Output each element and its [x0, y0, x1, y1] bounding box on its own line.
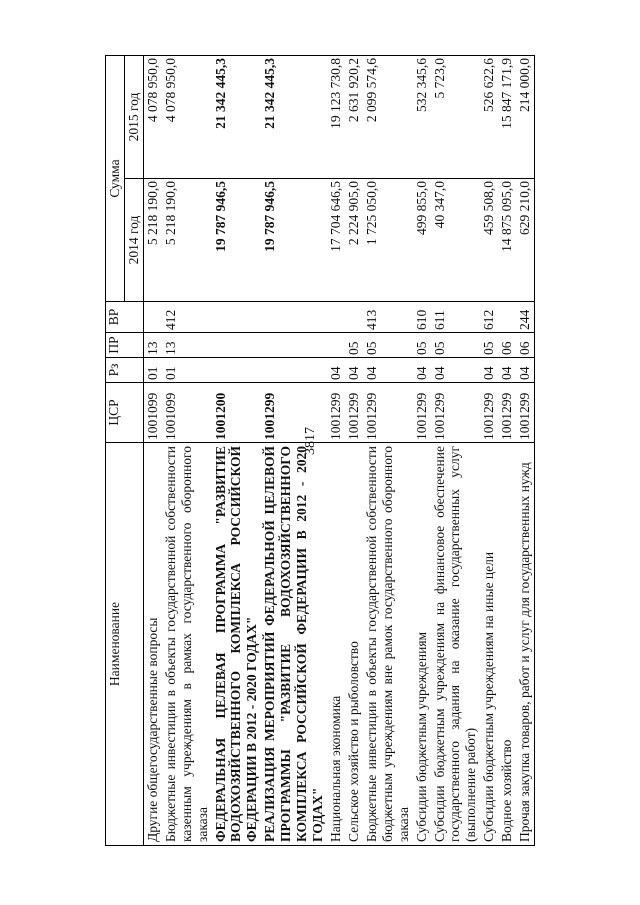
- budget-table: [105, 55, 535, 846]
- row-csr: 1001200: [212, 383, 262, 443]
- table-row: [261, 55, 327, 845]
- row-name: Субсидии бюджетным учреждениям на финансовое обеспечение государственного задания на оказание государственных услуг (выполнение работ): [431, 443, 481, 846]
- table-row: [327, 55, 345, 845]
- row-name: Прочая закупка товаров, работ и услуг для государственных нужд: [516, 443, 534, 846]
- table-row: [516, 55, 534, 845]
- row-name: Национальная экономика: [327, 443, 345, 846]
- header-2014: 2014 год: [124, 179, 143, 302]
- row-rz: 04: [431, 358, 481, 383]
- row-rz: 04: [498, 358, 516, 383]
- row-pr: 05: [413, 333, 431, 358]
- row-2015: 21 342 445,3: [261, 55, 327, 178]
- row-vr: [212, 302, 262, 333]
- row-rz: 01: [143, 358, 161, 383]
- row-2014: 459 508,0: [480, 179, 498, 302]
- header-row: [106, 55, 125, 845]
- row-2014: 5 218 190,0: [143, 179, 161, 302]
- row-pr: 06: [498, 333, 516, 358]
- row-name: Сельское хозяйство и рыболовство: [345, 443, 363, 846]
- table-row: [363, 55, 413, 845]
- row-rz: 04: [516, 358, 534, 383]
- row-vr: 611: [431, 302, 481, 333]
- row-csr: 1001299: [261, 383, 327, 443]
- header-csr: ЦСР: [106, 383, 144, 443]
- row-2014: 2 224 905,0: [345, 179, 363, 302]
- table-row: [345, 55, 363, 845]
- row-rz: 04: [327, 358, 345, 383]
- row-name: Водное хозяйство: [498, 443, 516, 846]
- row-2015: 2 631 920,2: [345, 55, 363, 178]
- row-rz: 04: [413, 358, 431, 383]
- row-name: РЕАЛИЗАЦИЯ МЕРОПРИЯТИЙ ФЕДЕРАЛЬНОЙ ЦЕЛЕВОЙ ПРОГРАММЫ "РАЗВИТИЕ ВОДОХОЗЯЙСТВЕННОГО КОМПЛЕКСА РОССИЙСКОЙ ФЕДЕРАЦИИ В 2012 - 2020 ГОДАХ": [261, 443, 327, 846]
- row-2015: 4 078 950,0: [143, 55, 161, 178]
- row-csr: 1001299: [413, 383, 431, 443]
- row-vr: 612: [480, 302, 498, 333]
- row-2015: 2 099 574,6: [363, 55, 413, 178]
- row-vr: 244: [516, 302, 534, 333]
- header-pr: ПР: [106, 333, 144, 358]
- row-2014: 499 855,0: [413, 179, 431, 302]
- row-vr: [261, 302, 327, 333]
- row-2015: 214 000,0: [516, 55, 534, 178]
- row-csr: 1001299: [431, 383, 481, 443]
- row-2014: 14 875 095,0: [498, 179, 516, 302]
- row-2015: 4 078 950,0: [162, 55, 212, 178]
- row-pr: 06: [516, 333, 534, 358]
- header-vr: ВР: [106, 302, 144, 333]
- row-rz: [261, 358, 327, 383]
- table-row: [480, 55, 498, 845]
- row-vr: 413: [363, 302, 413, 333]
- row-rz: 04: [480, 358, 498, 383]
- row-vr: [498, 302, 516, 333]
- row-csr: 1001299: [345, 383, 363, 443]
- page-number: 3817: [303, 427, 318, 455]
- header-name: Наименование: [106, 443, 144, 846]
- row-name: Бюджетные инвестиции в объекты государственной собственности казенным учреждениям в рамках государственного оборонного заказа: [162, 443, 212, 846]
- row-2014: 17 704 646,5: [327, 179, 345, 302]
- row-rz: [212, 358, 262, 383]
- row-csr: 1001099: [143, 383, 161, 443]
- row-pr: 13: [162, 333, 212, 358]
- header-2015: 2015 год: [124, 55, 143, 178]
- row-name: Субсидии бюджетным учреждениям: [413, 443, 431, 846]
- row-2015: 15 847 171,9: [498, 55, 516, 178]
- row-pr: 13: [143, 333, 161, 358]
- table-row: [498, 55, 516, 845]
- row-csr: 1001299: [363, 383, 413, 443]
- row-csr: 1001299: [327, 383, 345, 443]
- row-csr: 1001299: [480, 383, 498, 443]
- row-2015: 532 345,6: [413, 55, 431, 178]
- row-name: ФЕДЕРАЛЬНАЯ ЦЕЛЕВАЯ ПРОГРАММА "РАЗВИТИЕ ВОДОХОЗЯЙСТВЕННОГО КОМПЛЕКСА РОССИЙСКОЙ ФЕДЕРАЦИИ В 2012 - 2020 ГОДАХ": [212, 443, 262, 846]
- row-pr: 05: [363, 333, 413, 358]
- row-2015: 5 723,0: [431, 55, 481, 178]
- row-pr: 05: [431, 333, 481, 358]
- row-vr: 610: [413, 302, 431, 333]
- row-vr: 412: [162, 302, 212, 333]
- table-row: [212, 55, 262, 845]
- row-2014: 629 210,0: [516, 179, 534, 302]
- row-csr: 1001299: [498, 383, 516, 443]
- row-rz: 01: [162, 358, 212, 383]
- row-vr: [327, 302, 345, 333]
- row-rz: 04: [345, 358, 363, 383]
- row-pr: [327, 333, 345, 358]
- table-row: [413, 55, 431, 845]
- row-2014: 19 787 946,5: [212, 179, 262, 302]
- table-row: [431, 55, 481, 845]
- row-name: Субсидии бюджетным учреждениям на иные цели: [480, 443, 498, 846]
- header-rz: Рз: [106, 358, 144, 383]
- row-pr: 05: [480, 333, 498, 358]
- row-2014: 1 725 050,0: [363, 179, 413, 302]
- row-2015: 21 342 445,3: [212, 55, 262, 178]
- row-pr: [261, 333, 327, 358]
- row-name: Бюджетные инвестиции в объекты государственной собственности бюджетным учреждениям вне рамок государственного оборонного заказа: [363, 443, 413, 846]
- row-2014: 5 218 190,0: [162, 179, 212, 302]
- row-csr: 1001299: [516, 383, 534, 443]
- header-sum: Сумма: [106, 55, 125, 301]
- row-pr: 05: [345, 333, 363, 358]
- row-pr: [212, 333, 262, 358]
- row-vr: [345, 302, 363, 333]
- row-name: Другие общегосударственные вопросы: [143, 443, 161, 846]
- row-2014: 40 347,0: [431, 179, 481, 302]
- table-row: [162, 55, 212, 845]
- row-csr: 1001099: [162, 383, 212, 443]
- budget-table-sheet: [105, 56, 585, 846]
- row-2014: 19 787 946,5: [261, 179, 327, 302]
- row-2015: 526 622,6: [480, 55, 498, 178]
- row-rz: 04: [363, 358, 413, 383]
- row-vr: [143, 302, 161, 333]
- row-2015: 19 123 730,8: [327, 55, 345, 178]
- table-row: [143, 55, 161, 845]
